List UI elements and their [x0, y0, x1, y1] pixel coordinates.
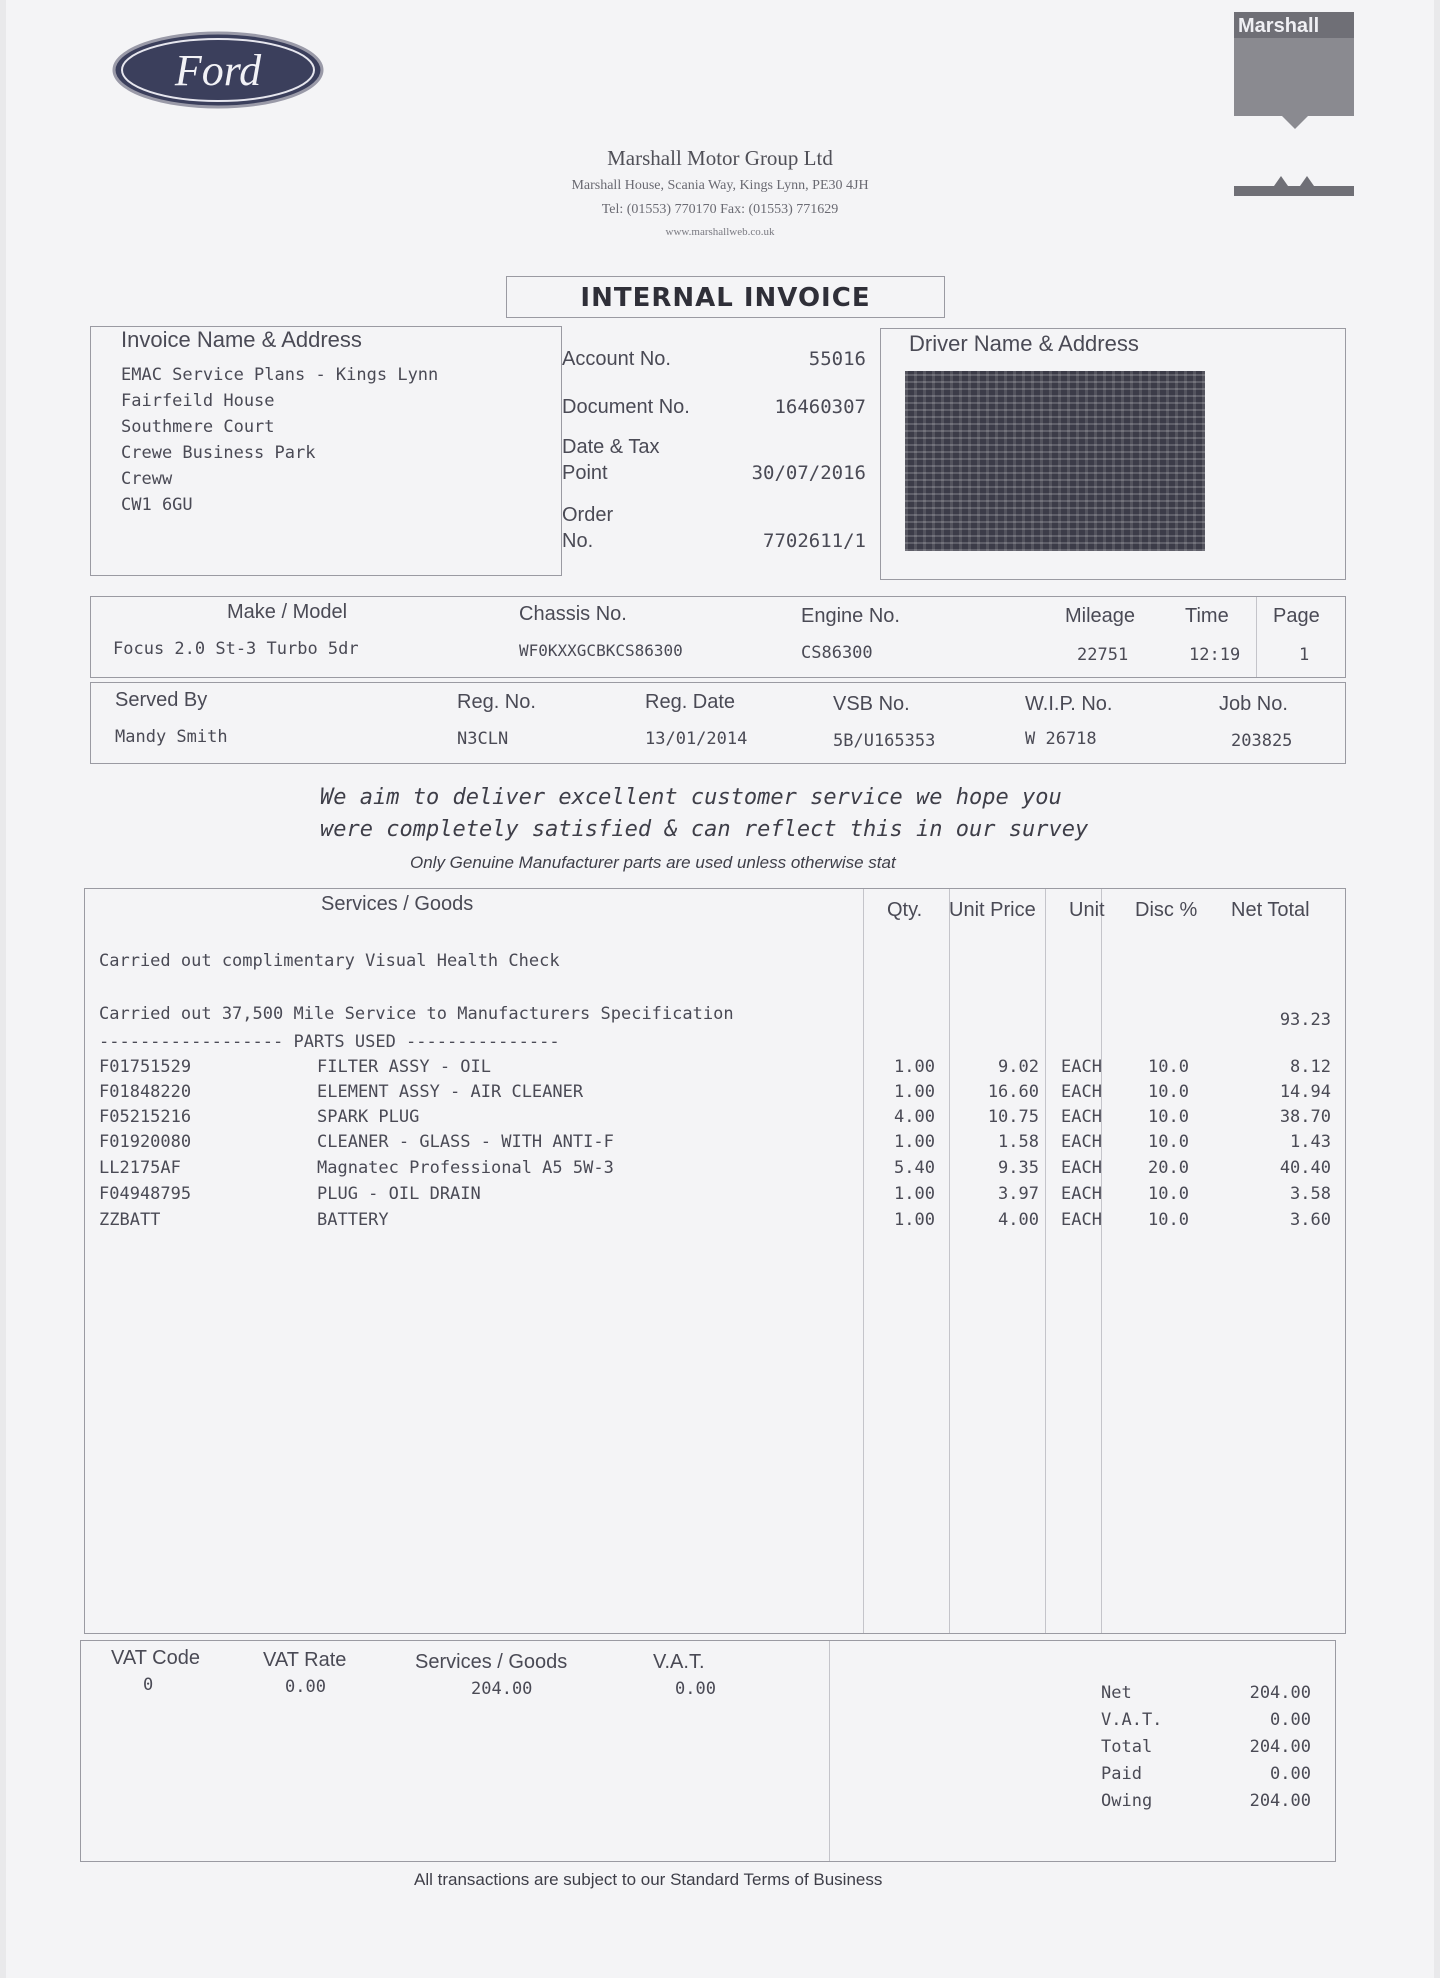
message-line-2: were completely satisfied & can reflect this in our survey — [320, 817, 1089, 842]
part-unit: EACH — [1061, 1210, 1102, 1230]
part-qty: 1.00 — [894, 1057, 935, 1077]
make-value: Focus 2.0 St-3 Turbo 5dr — [113, 639, 359, 659]
part-disc: 10.0 — [1148, 1082, 1189, 1102]
served-by-value: Mandy Smith — [115, 727, 228, 747]
invoice-title-box — [506, 276, 945, 318]
part-desc: BATTERY — [317, 1210, 389, 1230]
table-row — [99, 1132, 1335, 1156]
company-phone: Tel: (01553) 770170 Fax: (01553) 771629 — [601, 202, 839, 217]
address-line: Creww — [121, 469, 173, 489]
reg-label: Reg. No. — [457, 691, 536, 713]
part-disc: 10.0 — [1148, 1184, 1189, 1204]
part-unit: EACH — [1061, 1158, 1102, 1178]
items-table — [84, 888, 1346, 1634]
page-label: Page — [1273, 605, 1320, 627]
footer-terms: All transactions are subject to our Standard Terms of Business — [414, 1870, 883, 1889]
time-label: Time — [1185, 605, 1229, 627]
total-label-net: Net — [1101, 1683, 1132, 1703]
part-net: 3.58 — [1290, 1184, 1331, 1204]
total-label-total: Total — [1101, 1737, 1153, 1757]
job-value: 203825 — [1231, 731, 1293, 751]
part-net: 40.40 — [1279, 1158, 1331, 1178]
part-qty: 4.00 — [894, 1107, 935, 1127]
driver-address-heading: Driver Name & Address — [909, 331, 1139, 356]
part-net: 8.12 — [1290, 1057, 1331, 1077]
part-disc: 10.0 — [1148, 1132, 1189, 1152]
table-row — [99, 1184, 1335, 1208]
part-code: F04948795 — [99, 1184, 192, 1204]
table-row — [99, 1082, 1335, 1106]
col-header-disc: Disc % — [1135, 899, 1198, 921]
part-desc: CLEANER - GLASS - WITH ANTI-F — [317, 1132, 614, 1152]
part-code: F01751529 — [99, 1057, 192, 1077]
part-net: 38.70 — [1279, 1107, 1331, 1127]
account-label: Account No. — [562, 348, 671, 370]
address-line: Fairfeild House — [121, 391, 275, 411]
col-header-unit: Unit — [1069, 899, 1105, 921]
order-label: No. — [562, 530, 594, 552]
part-desc: FILTER ASSY - OIL — [317, 1057, 491, 1077]
document-label: Document No. — [562, 396, 690, 418]
part-disc: 10.0 — [1148, 1210, 1189, 1230]
table-row — [99, 1057, 1335, 1081]
total-label-owing: Owing — [1101, 1791, 1153, 1811]
part-unit: EACH — [1061, 1184, 1102, 1204]
vsb-value: 5B/U165353 — [833, 731, 936, 751]
marshall-logo — [1234, 12, 1354, 116]
mileage-value: 22751 — [1077, 645, 1129, 665]
total-value-paid: 0.00 — [1270, 1764, 1311, 1784]
part-price: 9.02 — [998, 1057, 1039, 1077]
time-value: 12:19 — [1189, 645, 1241, 665]
total-label-paid: Paid — [1101, 1764, 1142, 1784]
engine-label: Engine No. — [801, 605, 900, 627]
services-goods-label: Services / Goods — [415, 1651, 568, 1673]
vat-rate-label: VAT Rate — [263, 1649, 347, 1671]
message-line-3: Only Genuine Manufacturer parts are used unless otherwise stat — [410, 853, 896, 872]
address-line: EMAC Service Plans - Kings Lynn — [121, 365, 439, 385]
invoice-address-heading: Invoice Name & Address — [121, 327, 362, 352]
table-row — [99, 1107, 1335, 1131]
address-line: Southmere Court — [121, 417, 275, 437]
part-code: F05215216 — [99, 1107, 192, 1127]
invoice-address-box — [90, 326, 562, 576]
part-desc: ELEMENT ASSY - AIR CLEANER — [317, 1082, 584, 1102]
company-address: Marshall House, Scania Way, Kings Lynn, PE30 4JH — [571, 178, 869, 193]
date-label: Point — [562, 462, 608, 484]
total-value-vat: 0.00 — [1270, 1710, 1311, 1730]
address-line: Crewe Business Park — [121, 443, 316, 463]
part-net: 14.94 — [1279, 1082, 1331, 1102]
order-label: Order — [562, 504, 614, 526]
part-qty: 1.00 — [894, 1184, 935, 1204]
served-by-label: Served By — [115, 689, 208, 711]
health-check-line: Carried out complimentary Visual Health Check — [99, 951, 560, 971]
part-qty: 1.00 — [894, 1082, 935, 1102]
wip-value: W 26718 — [1025, 729, 1097, 749]
invoice-page — [6, 0, 1434, 1978]
vsb-label: VSB No. — [833, 693, 910, 715]
service-box — [90, 682, 1346, 764]
part-code: F01848220 — [99, 1082, 192, 1102]
col-header-net: Net Total — [1231, 899, 1310, 921]
service-total: 93.23 — [1279, 1010, 1331, 1030]
order-value: 7702611/1 — [763, 530, 866, 552]
page-value: 1 — [1299, 645, 1310, 665]
part-unit: EACH — [1061, 1057, 1102, 1077]
part-price: 16.60 — [987, 1082, 1039, 1102]
vat-rate-value: 0.00 — [285, 1677, 326, 1697]
part-net: 1.43 — [1290, 1132, 1331, 1152]
mileage-label: Mileage — [1065, 605, 1136, 627]
part-code: ZZBATT — [99, 1210, 161, 1230]
total-label-vat: V.A.T. — [1101, 1710, 1163, 1730]
total-value-total: 204.00 — [1249, 1737, 1311, 1757]
part-code: LL2175AF — [99, 1158, 181, 1178]
message-line-1: We aim to deliver excellent customer service we hope you — [320, 785, 1062, 810]
table-row — [99, 1210, 1335, 1234]
part-desc: PLUG - OIL DRAIN — [317, 1184, 481, 1204]
part-unit: EACH — [1061, 1132, 1102, 1152]
vat-value: 0.00 — [675, 1679, 716, 1699]
part-price: 3.97 — [998, 1184, 1039, 1204]
part-price: 9.35 — [998, 1158, 1039, 1178]
part-desc: Magnatec Professional A5 5W-3 — [317, 1158, 614, 1178]
part-net: 3.60 — [1290, 1210, 1331, 1230]
part-desc: SPARK PLUG — [317, 1107, 420, 1127]
driver-address-box — [880, 328, 1346, 580]
ford-logo-text: Ford — [174, 46, 262, 95]
total-value-net: 204.00 — [1249, 1683, 1311, 1703]
parts-used-header: ------------------ PARTS USED --------------- — [99, 1032, 560, 1052]
col-header-qty: Qty. — [887, 899, 923, 921]
reg-date-label: Reg. Date — [645, 691, 736, 713]
total-value-owing: 204.00 — [1249, 1791, 1311, 1811]
account-value: 55016 — [808, 348, 866, 370]
part-disc: 20.0 — [1148, 1158, 1189, 1178]
service-line: Carried out 37,500 Mile Service to Manufacturers Specification — [99, 1004, 734, 1024]
wip-label: W.I.P. No. — [1025, 693, 1113, 715]
col-header-unit-price: Unit Price — [949, 899, 1036, 921]
reg-date-value: 13/01/2014 — [645, 729, 748, 749]
vat-code-value: 0 — [143, 1675, 154, 1695]
marshall-mark-icon — [1234, 170, 1354, 200]
table-row — [99, 1158, 1335, 1182]
chassis-value: WF0KXXGCBKCS86300 — [519, 641, 683, 660]
part-unit: EACH — [1061, 1082, 1102, 1102]
part-qty: 1.00 — [894, 1132, 935, 1152]
part-price: 4.00 — [998, 1210, 1039, 1230]
chassis-label: Chassis No. — [519, 603, 627, 625]
address-line: CW1 6GU — [121, 495, 193, 515]
part-disc: 10.0 — [1148, 1057, 1189, 1077]
part-disc: 10.0 — [1148, 1107, 1189, 1127]
part-price: 1.58 — [998, 1132, 1039, 1152]
part-unit: EACH — [1061, 1107, 1102, 1127]
marshall-logo-text: Marshall — [1238, 15, 1320, 37]
document-value: 16460307 — [774, 396, 866, 418]
part-qty: 1.00 — [894, 1210, 935, 1230]
company-name: Marshall Motor Group Ltd — [607, 146, 833, 170]
part-price: 10.75 — [987, 1107, 1039, 1127]
company-web: www.marshallweb.co.uk — [665, 226, 775, 238]
invoice-title: INTERNAL INVOICE — [580, 283, 871, 313]
job-label: Job No. — [1219, 693, 1288, 715]
reg-value: N3CLN — [457, 729, 509, 749]
ford-logo — [110, 30, 326, 110]
redacted-block — [905, 371, 1205, 551]
date-value: 30/07/2016 — [751, 462, 866, 484]
services-goods-value: 204.00 — [471, 1679, 533, 1699]
totals-box — [80, 1640, 1336, 1862]
part-code: F01920080 — [99, 1132, 192, 1152]
engine-value: CS86300 — [801, 643, 873, 663]
col-header-services: Services / Goods — [321, 893, 474, 915]
vehicle-box — [90, 596, 1346, 678]
vat-label: V.A.T. — [653, 1651, 705, 1673]
vat-code-label: VAT Code — [111, 1647, 200, 1669]
date-label: Date & Tax — [562, 436, 660, 458]
make-label: Make / Model — [227, 601, 348, 623]
part-qty: 5.40 — [894, 1158, 935, 1178]
